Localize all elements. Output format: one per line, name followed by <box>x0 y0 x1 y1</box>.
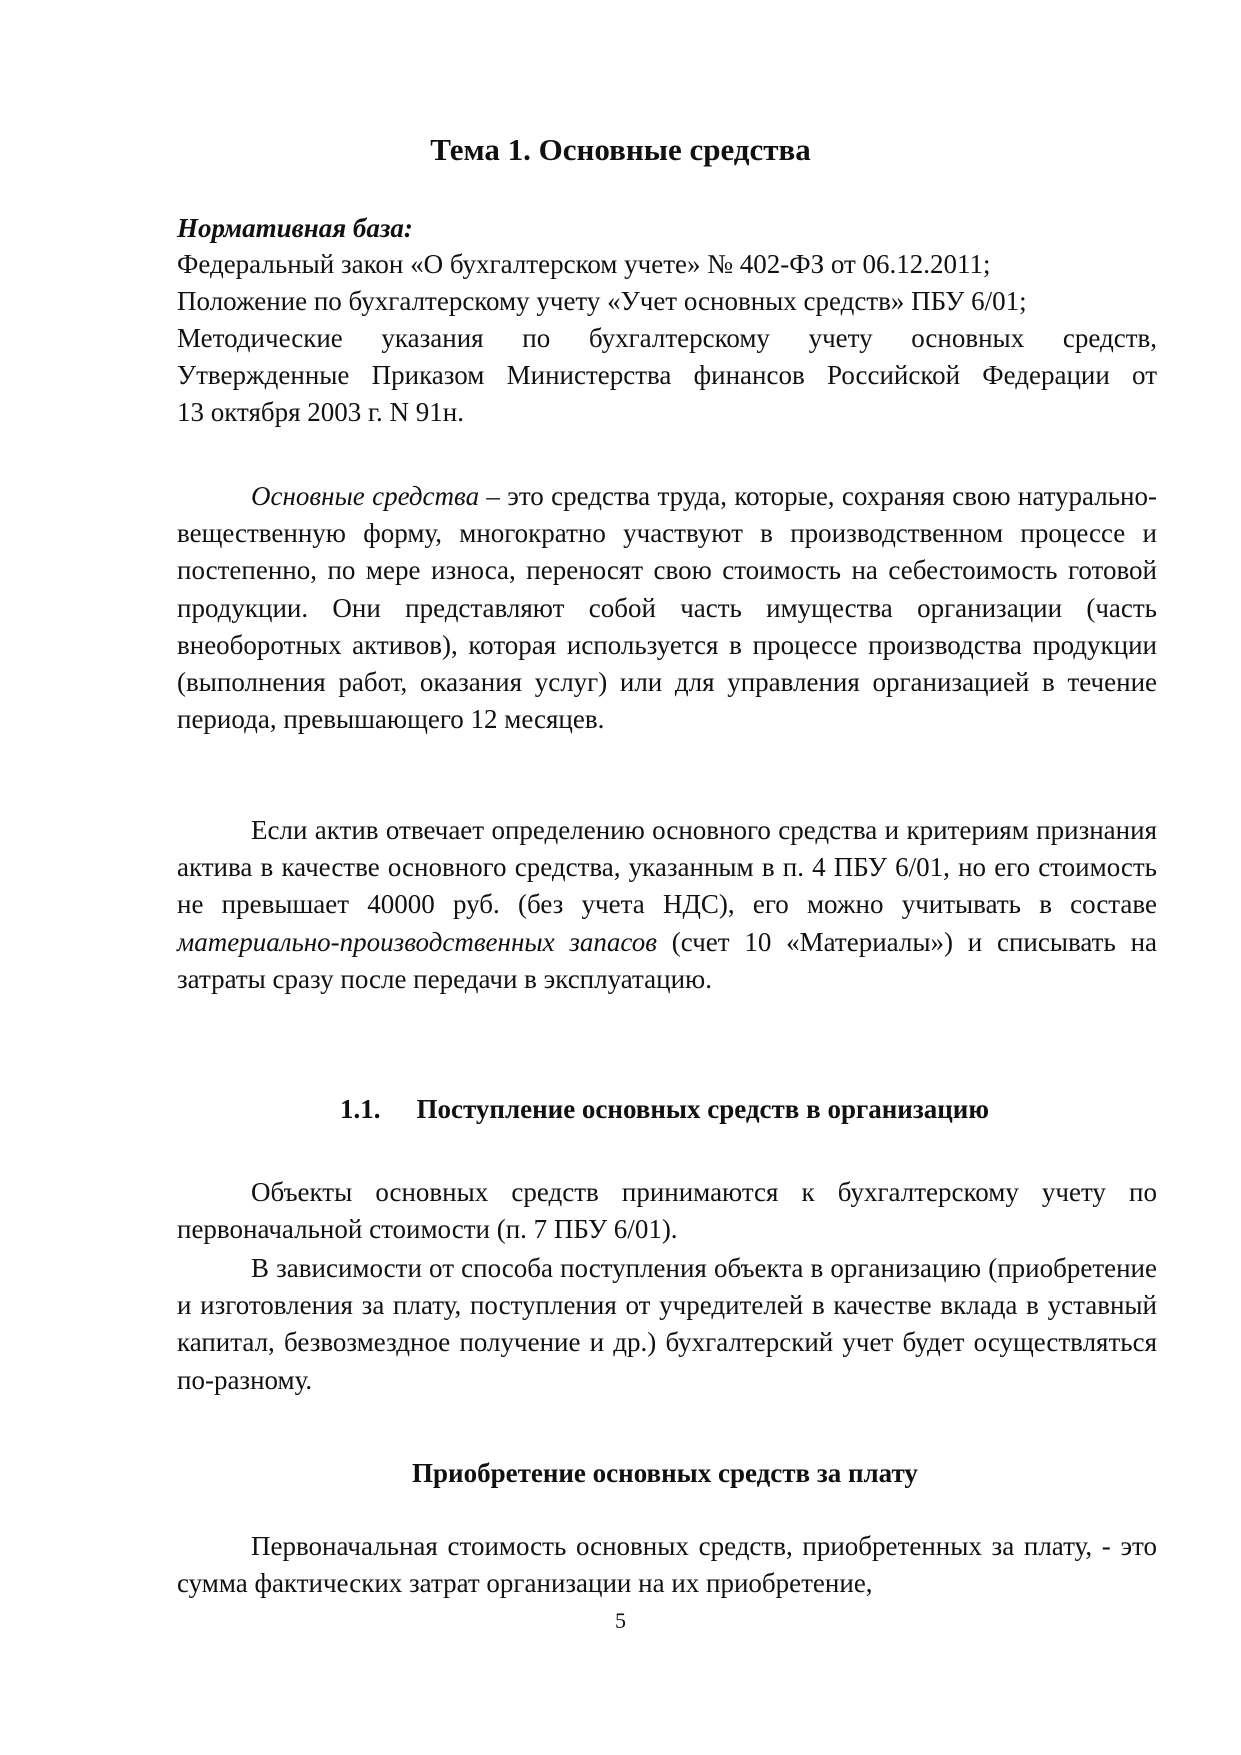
subsection-heading: Приобретение основных средств за плату <box>412 1458 918 1488</box>
normative-line-2: Положение по бухгалтерскому учету «Учет основных средств» ПБУ 6/01; <box>177 286 1027 316</box>
paragraph-asset-criteria <box>177 812 1157 998</box>
normative-line-5: 13 октября 2003 г. N 91н. <box>177 397 465 427</box>
page-title: Тема 1. Основные средства <box>430 132 811 167</box>
paragraph-fixed-assets-definition <box>177 478 1157 738</box>
normative-line-4: Утвержденные Приказом Министерства финансов Российской Федерации от <box>177 360 1157 390</box>
paragraph-5: Первоначальная стоимость основных средств, приобретенных за плату, - это сумма фактических затрат организации на их приобретение, <box>177 1531 1157 1599</box>
section-number: 1.1. <box>340 1094 381 1124</box>
paragraph-1 <box>177 478 1157 738</box>
paragraph-receipt-methods <box>177 1250 1157 1399</box>
term-inventory: материально-производственных запасов <box>177 926 657 957</box>
page-number: 5 <box>615 1608 626 1633</box>
paragraph-initial-cost <box>177 1174 1157 1248</box>
paragraph-2-after: (счет 10 «Материалы») и списывать на затраты сразу после передачи в эксплуатацию. <box>177 926 1158 994</box>
paragraph-3: Объекты основных средств принимаются к бухгалтерскому учету по первоначальной стоимости (п. 7 ПБУ 6/01). <box>177 1177 1157 1245</box>
paragraph-4: В зависимости от способа поступления объекта в организацию (приобретение и изготовления за плату, поступления от учредителей в качестве вклада в уставный капитал, безвозмездное получение и др.) бухгалтерский учет будет осуществляться по-разному. <box>177 1253 1157 1395</box>
paragraph-1-text: – это средства труда, которые, сохраняя свою натурально-вещественную форму, многократно участвуют в производственном процессе и постепенно, по мере износа, переносят свою стоимость на себестоимость готовой продукции. Они представляют собой часть имущества организации (часть внеоборотных активов), которая используется в процессе производства продукции (выполнения работ, оказания услуг) или для управления организацией в течение периода, превышающего 12 месяцев. <box>177 481 1157 735</box>
normative-label: Нормативная база: <box>177 213 413 243</box>
normative-line-1: Федеральный закон «О бухгалтерском учете» № 402-ФЗ от 06.12.2011; <box>177 249 991 279</box>
paragraph-2-before: Если актив отвечает определению основного средства и критериям признания актива в качестве основного средства, указанным в п. 4 ПБУ 6/01, но его стоимость не превышает 40000 руб. (без учета НДС), его можно учитывать в составе <box>177 815 1157 920</box>
term-fixed-assets: Основные средства <box>251 481 480 511</box>
section-title: Поступление основных средств в организацию <box>416 1094 989 1124</box>
normative-line-3: Методические указания по бухгалтерскому учету основных средств, <box>177 323 1157 353</box>
normative-base <box>177 210 1157 431</box>
section-heading-1-1 <box>340 1094 989 1125</box>
paragraph-2 <box>177 812 1157 998</box>
paragraph-purchase-cost <box>177 1528 1157 1602</box>
